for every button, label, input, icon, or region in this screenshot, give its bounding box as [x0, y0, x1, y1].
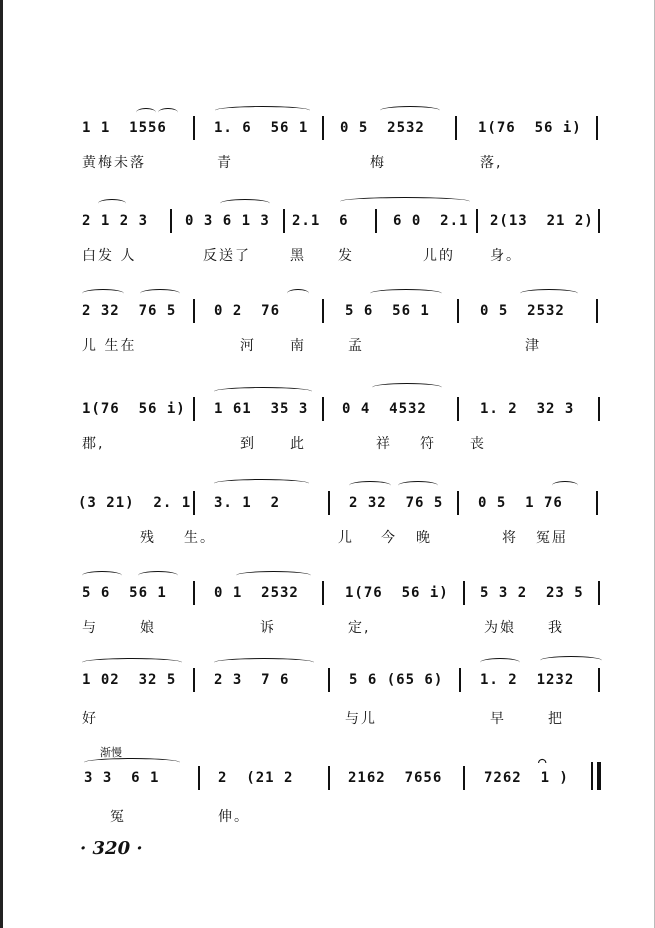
- measure: 3 3 6 1: [84, 770, 160, 786]
- slur: [140, 289, 180, 298]
- slur: [138, 571, 178, 580]
- final-barline-thick: [597, 762, 601, 790]
- barline: [328, 766, 330, 790]
- measure: 2(13 21 2): [490, 213, 594, 229]
- slur: [220, 199, 270, 208]
- lyric: 为娘: [484, 620, 516, 636]
- lyric: 与儿: [345, 711, 377, 727]
- slur: [370, 289, 442, 298]
- barline: [596, 491, 598, 515]
- score-line-6: [0, 565, 655, 655]
- measure: 1. 2 32 3: [480, 401, 575, 417]
- measure: 6 0 2.1: [393, 213, 469, 229]
- fermata: ⌒: [538, 754, 548, 770]
- slur: [372, 383, 442, 392]
- barline: [193, 581, 195, 605]
- barline: [457, 491, 459, 515]
- barline: [457, 397, 459, 421]
- measure: 0 3 6 1 3: [185, 213, 270, 229]
- lyric: 郡,: [82, 436, 105, 452]
- lyric: 落,: [480, 155, 503, 171]
- slur: [398, 481, 438, 490]
- measure: 5 3 2 23 5: [480, 585, 584, 601]
- barline: [463, 766, 465, 790]
- lyric: 身。: [490, 248, 522, 264]
- score-line-7: [0, 650, 655, 740]
- measure: 5 6 56 1: [82, 585, 167, 601]
- barline: [596, 299, 598, 323]
- slur: [552, 481, 578, 490]
- lyric: 伸。: [218, 809, 250, 825]
- barline: [463, 581, 465, 605]
- lyric: 晚: [416, 530, 432, 546]
- measure: 0 4 4532: [342, 401, 427, 417]
- barline: [457, 299, 459, 323]
- slur: [540, 656, 602, 665]
- lyric: 梅: [370, 155, 386, 171]
- barline: [328, 491, 330, 515]
- measure: 1 61 35 3: [214, 401, 309, 417]
- slur: [480, 658, 520, 667]
- lyric: 冤屈: [536, 530, 568, 546]
- lyric: 反送了: [203, 248, 251, 264]
- measure: 1 1 1556: [82, 120, 167, 136]
- measure: 1 02 32 5: [82, 672, 177, 688]
- lyric: 冤: [110, 809, 126, 825]
- lyric: 我: [548, 620, 564, 636]
- lyric: 符: [420, 436, 436, 452]
- barline: [596, 116, 598, 140]
- slur: [340, 197, 470, 206]
- measure: 1(76 56 i): [478, 120, 582, 136]
- barline: [328, 668, 330, 692]
- barline: [598, 397, 600, 421]
- measure: 2 3 7 6: [214, 672, 290, 688]
- barline: [322, 116, 324, 140]
- lyric: 南: [290, 338, 306, 354]
- lyric: 黑: [290, 248, 306, 264]
- lyric: 此: [290, 436, 306, 452]
- score-line-5: [0, 475, 655, 565]
- lyric: 津: [525, 338, 541, 354]
- lyric: 黄梅未落: [82, 155, 146, 171]
- score-line-3: [0, 285, 655, 375]
- measure: 2 32 76 5: [349, 495, 444, 511]
- lyric: 白发 人: [82, 248, 137, 264]
- measure: 0 5 1 76: [478, 495, 563, 511]
- lyric: 诉: [260, 620, 276, 636]
- measure: 0 5 2532: [340, 120, 425, 136]
- barline: [322, 299, 324, 323]
- measure: 1. 6 56 1: [214, 120, 309, 136]
- measure: 5 6 (65 6): [349, 672, 444, 688]
- barline: [598, 668, 600, 692]
- slur: [82, 658, 182, 667]
- barline: [193, 299, 195, 323]
- barline: [193, 668, 195, 692]
- lyric: 儿的: [423, 248, 455, 264]
- measure: 1(76 56 i): [82, 401, 186, 417]
- barline: [322, 581, 324, 605]
- barline: [170, 209, 172, 233]
- measure: 2 32 76 5: [82, 303, 177, 319]
- lyric: 丧: [470, 436, 486, 452]
- lyric: 发: [338, 248, 354, 264]
- lyric: 定,: [348, 620, 371, 636]
- barline: [455, 116, 457, 140]
- lyric: 残: [140, 530, 156, 546]
- measure: 2 1 2 3: [82, 213, 149, 229]
- barline: [598, 209, 600, 233]
- barline: [193, 397, 195, 421]
- lyric: 祥: [376, 436, 392, 452]
- measure: 7262 1 ): [484, 770, 569, 786]
- barline: [459, 668, 461, 692]
- slur: [98, 199, 126, 208]
- final-barline-thin: [591, 762, 593, 790]
- measure: 5 6 56 1: [345, 303, 430, 319]
- barline: [476, 209, 478, 233]
- lyric: 青: [217, 155, 233, 171]
- measure: 0 1 2532: [214, 585, 299, 601]
- measure: 1(76 56 i): [345, 585, 449, 601]
- measure: 0 2 76: [214, 303, 281, 319]
- lyric: 早: [490, 711, 506, 727]
- measure: 0 5 2532: [480, 303, 565, 319]
- barline: [193, 491, 195, 515]
- lyric: 把: [548, 711, 564, 727]
- lyric: 儿 生在: [82, 338, 137, 354]
- barline: [193, 116, 195, 140]
- lyric: 将: [502, 530, 518, 546]
- barline: [598, 581, 600, 605]
- slur: [158, 108, 178, 117]
- slur: [215, 106, 310, 115]
- slur: [82, 289, 124, 298]
- measure: 2162 7656: [348, 770, 443, 786]
- measure: 2 (21 2: [218, 770, 294, 786]
- lyric: 今: [381, 530, 397, 546]
- measure: 1. 2 1232: [480, 672, 575, 688]
- barline: [322, 397, 324, 421]
- slur: [214, 479, 309, 488]
- measure: 3. 1 2: [214, 495, 281, 511]
- lyric: 娘: [140, 620, 156, 636]
- slur: [520, 289, 578, 298]
- barline: [198, 766, 200, 790]
- lyric: 生。: [184, 530, 216, 546]
- slur: [136, 108, 156, 117]
- slur: [214, 658, 314, 667]
- slur: [84, 758, 180, 767]
- measure: (3 21) 2. 1: [78, 495, 192, 511]
- slur: [287, 289, 309, 298]
- score-line-4: [0, 383, 655, 473]
- lyric: 到: [240, 436, 256, 452]
- slur: [349, 481, 391, 490]
- score-line-8: [0, 738, 655, 828]
- slur: [380, 106, 440, 115]
- barline: [283, 209, 285, 233]
- score-line-2: [0, 195, 655, 285]
- lyric: 儿: [338, 530, 354, 546]
- measure: 2.1 6: [292, 213, 349, 229]
- lyric: 河: [240, 338, 256, 354]
- slur: [214, 387, 312, 396]
- tempo-marking: 渐慢: [100, 746, 122, 759]
- lyric: 与: [82, 620, 98, 636]
- barline: [375, 209, 377, 233]
- score-line-1: [0, 100, 655, 190]
- slur: [82, 571, 122, 580]
- slur: [236, 571, 311, 580]
- lyric: 好: [82, 711, 98, 727]
- page-number: · 320 ·: [80, 838, 143, 859]
- lyric: 孟: [348, 338, 364, 354]
